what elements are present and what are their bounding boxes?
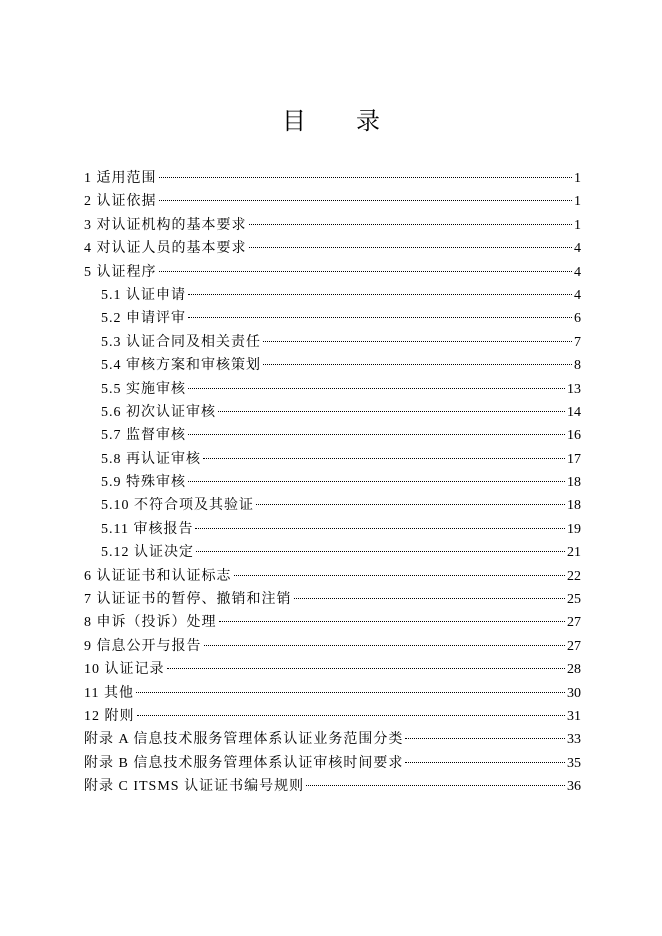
toc-entry[interactable] (84, 752, 581, 775)
toc-entry[interactable] (84, 658, 581, 681)
toc-dot-leader (405, 762, 565, 763)
toc-page-number: 21 (567, 545, 581, 561)
toc-entry-label: 5.12 认证决定 (101, 545, 194, 561)
table-of-contents (84, 167, 581, 799)
toc-page-number: 18 (567, 475, 581, 491)
toc-entry-label: 5.9 特殊审核 (101, 475, 186, 491)
toc-entry[interactable] (84, 190, 581, 213)
toc-dot-leader (263, 364, 572, 365)
toc-entry-label: 7 认证证书的暂停、撤销和注销 (84, 592, 292, 608)
toc-page-number: 14 (567, 404, 581, 420)
toc-entry-label: 5 认证程序 (84, 264, 157, 280)
toc-entry-label: 附录 A 信息技术服务管理体系认证业务范围分类 (84, 732, 404, 748)
toc-entry-label: 9 信息公开与报告 (84, 638, 202, 654)
toc-dot-leader (294, 598, 566, 599)
toc-entry[interactable] (84, 588, 581, 611)
toc-dot-leader (188, 481, 565, 482)
toc-entry[interactable] (84, 237, 581, 260)
toc-dot-leader (159, 271, 573, 272)
toc-entry[interactable] (84, 471, 581, 494)
toc-dot-leader (203, 458, 565, 459)
toc-entry-label: 5.8 再认证审核 (101, 451, 201, 467)
toc-entry[interactable] (84, 261, 581, 284)
toc-dot-leader (219, 621, 566, 622)
toc-entry-label: 附录 C ITSMS 认证证书编号规则 (84, 779, 305, 795)
toc-entry[interactable] (84, 307, 581, 330)
toc-page-number: 19 (567, 521, 581, 537)
toc-dot-leader (188, 388, 565, 389)
toc-entry[interactable] (84, 775, 581, 798)
toc-dot-leader (256, 504, 565, 505)
toc-entry[interactable] (84, 378, 581, 401)
toc-page-number: 22 (567, 568, 581, 584)
toc-entry-label: 12 附则 (84, 708, 135, 724)
toc-page-number: 6 (574, 311, 581, 327)
toc-page-number: 35 (567, 755, 581, 771)
toc-page-number: 1 (574, 171, 581, 186)
toc-entry[interactable] (84, 611, 581, 634)
toc-page-number: 1 (574, 194, 581, 210)
toc-entry[interactable] (84, 167, 581, 190)
toc-entry[interactable] (84, 214, 581, 237)
toc-entry[interactable] (84, 331, 581, 354)
toc-entry[interactable] (84, 448, 581, 471)
toc-dot-leader (196, 551, 565, 552)
toc-entry[interactable] (84, 518, 581, 541)
toc-entry[interactable] (84, 635, 581, 658)
toc-entry-label: 8 申诉（投诉）处理 (84, 615, 217, 631)
toc-page-number: 16 (567, 428, 581, 444)
toc-entry[interactable] (84, 682, 581, 705)
toc-entry[interactable] (84, 284, 581, 307)
toc-entry[interactable] (84, 705, 581, 728)
toc-page-number: 7 (574, 334, 581, 350)
toc-page-number: 30 (567, 685, 581, 701)
toc-dot-leader (405, 738, 565, 739)
toc-dot-leader (249, 224, 573, 225)
toc-entry-label: 10 认证记录 (84, 662, 165, 678)
toc-dot-leader (306, 785, 565, 786)
toc-dot-leader (218, 411, 565, 412)
toc-dot-leader (137, 715, 566, 716)
toc-page-number: 4 (574, 287, 581, 303)
toc-page-number: 31 (567, 708, 581, 724)
toc-dot-leader (263, 341, 572, 342)
toc-page-number: 8 (574, 358, 581, 374)
toc-entry[interactable] (84, 354, 581, 377)
toc-page-number: 27 (567, 638, 581, 654)
toc-page-number: 1 (574, 217, 581, 233)
toc-entry-label: 6 认证证书和认证标志 (84, 568, 232, 584)
toc-page-number: 17 (567, 451, 581, 467)
toc-page-number: 13 (567, 381, 581, 397)
toc-entry[interactable] (84, 728, 581, 751)
toc-entry-label: 5.4 审核方案和审核策划 (101, 358, 261, 374)
toc-dot-leader (188, 294, 572, 295)
toc-entry-label: 2 认证依据 (84, 194, 157, 210)
toc-dot-leader (188, 317, 572, 318)
toc-page-number: 4 (574, 264, 581, 280)
toc-dot-leader (249, 247, 573, 248)
toc-page-number: 4 (574, 241, 581, 257)
toc-entry-label: 附录 B 信息技术服务管理体系认证审核时间要求 (84, 755, 404, 771)
toc-page-number: 18 (567, 498, 581, 514)
toc-page-number: 28 (567, 662, 581, 678)
toc-dot-leader (234, 575, 566, 576)
toc-entry[interactable] (84, 541, 581, 564)
toc-entry-label: 5.2 申请评审 (101, 311, 186, 327)
toc-page-number: 33 (567, 732, 581, 748)
toc-entry-label: 4 对认证人员的基本要求 (84, 241, 247, 257)
toc-entry-label: 11 其他 (84, 685, 134, 701)
toc-page-number: 36 (567, 779, 581, 795)
toc-dot-leader (159, 177, 573, 178)
toc-entry[interactable] (84, 424, 581, 447)
toc-entry-label: 5.3 认证合同及相关责任 (101, 334, 261, 350)
toc-dot-leader (195, 528, 565, 529)
toc-entry[interactable] (84, 494, 581, 517)
toc-entry-label: 5.5 实施审核 (101, 381, 186, 397)
toc-entry-label: 5.6 初次认证审核 (101, 404, 216, 420)
toc-entry-label: 1 适用范围 (84, 171, 157, 186)
toc-page-number: 25 (567, 592, 581, 608)
toc-dot-leader (188, 434, 565, 435)
toc-entry-label: 5.7 监督审核 (101, 428, 186, 444)
page-title: 目 录 (282, 109, 402, 135)
toc-entry-label: 3 对认证机构的基本要求 (84, 217, 247, 233)
toc-dot-leader (204, 645, 566, 646)
toc-dot-leader (167, 668, 566, 669)
toc-page-number: 27 (567, 615, 581, 631)
toc-dot-leader (136, 692, 565, 693)
toc-entry[interactable] (84, 565, 581, 588)
toc-entry-label: 5.10 不符合项及其验证 (101, 498, 254, 514)
toc-entry[interactable] (84, 401, 581, 424)
toc-entry-label: 5.11 审核报告 (101, 521, 194, 537)
toc-dot-leader (159, 200, 573, 201)
toc-entry-label: 5.1 认证申请 (101, 287, 186, 303)
